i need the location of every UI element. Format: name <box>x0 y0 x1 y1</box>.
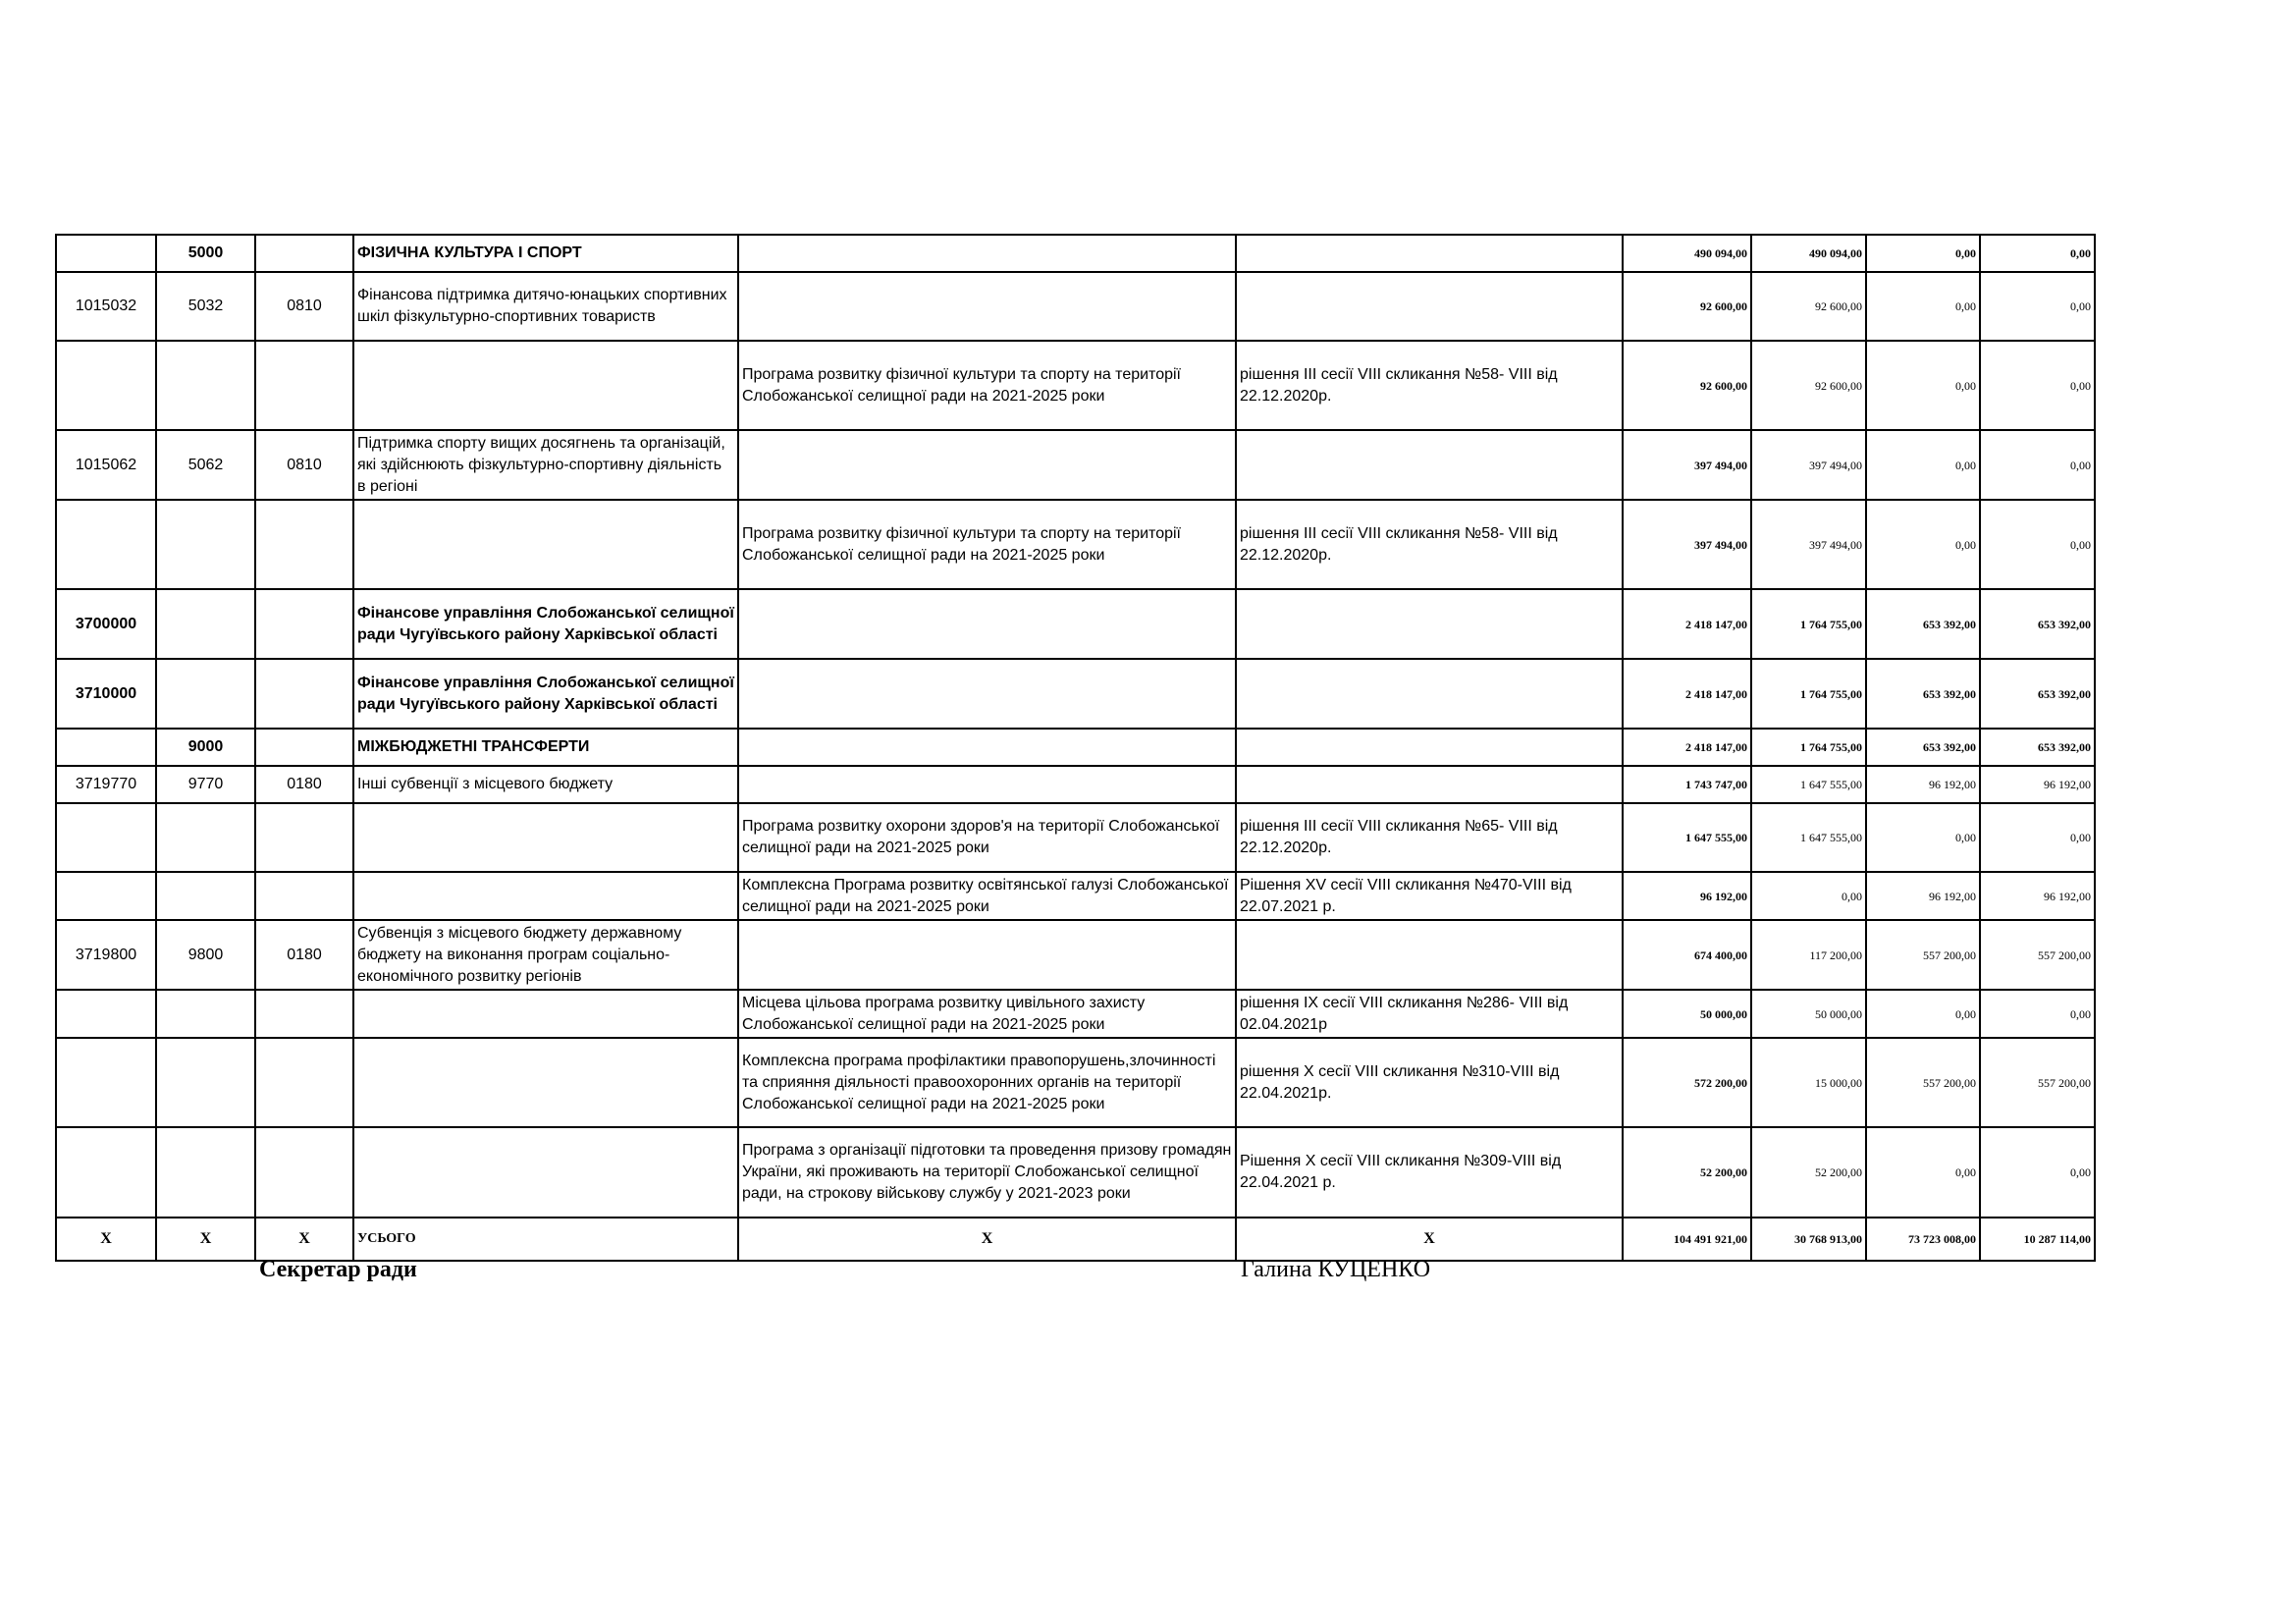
special-fund-cell: 0,00 <box>1866 341 1980 430</box>
program-cell: X <box>738 1218 1236 1261</box>
special-fund-cell: 557 200,00 <box>1866 920 1980 990</box>
special-fund-cell: 653 392,00 <box>1866 659 1980 729</box>
code-kpkv-cell <box>56 1038 156 1127</box>
total-amount-cell: 1 743 747,00 <box>1623 766 1751 803</box>
code-tpkv-cell <box>156 659 255 729</box>
name-cell: Фінансове управління Слобожанської селищної ради Чугуївського району Харківської області <box>353 589 738 659</box>
special-fund-cell: 0,00 <box>1866 803 1980 872</box>
decision-cell <box>1236 235 1623 272</box>
name-cell: Фінансова підтримка дитячо-юнацьких спортивних шкіл фізкультурно-спортивних товариств <box>353 272 738 341</box>
total-amount-cell: 674 400,00 <box>1623 920 1751 990</box>
special-fund-cell: 96 192,00 <box>1866 766 1980 803</box>
code-tpkv-cell <box>156 990 255 1038</box>
code-kfk-cell: X <box>255 1218 353 1261</box>
table-row <box>56 341 2095 430</box>
special-fund-cell: 0,00 <box>1866 430 1980 500</box>
decision-cell <box>1236 272 1623 341</box>
name-cell <box>353 803 738 872</box>
program-cell <box>738 272 1236 341</box>
program-cell <box>738 729 1236 766</box>
total-amount-cell: 96 192,00 <box>1623 872 1751 920</box>
total-amount-cell: 397 494,00 <box>1623 500 1751 589</box>
special-fund-cell: 0,00 <box>1866 500 1980 589</box>
total-amount-cell: 50 000,00 <box>1623 990 1751 1038</box>
code-kfk-cell <box>255 589 353 659</box>
code-kfk-cell <box>255 500 353 589</box>
code-tpkv-cell: 9800 <box>156 920 255 990</box>
development-budget-cell: 96 192,00 <box>1980 872 2095 920</box>
table-row <box>56 430 2095 500</box>
name-cell: ФІЗИЧНА КУЛЬТУРА І СПОРТ <box>353 235 738 272</box>
general-fund-cell: 92 600,00 <box>1751 341 1866 430</box>
program-cell: Програма розвитку фізичної культури та спорту на території Слобожанської селищної ради на 2021-2025 роки <box>738 341 1236 430</box>
code-kfk-cell: 0180 <box>255 766 353 803</box>
general-fund-cell: 397 494,00 <box>1751 430 1866 500</box>
special-fund-cell: 96 192,00 <box>1866 872 1980 920</box>
code-kpkv-cell: 1015062 <box>56 430 156 500</box>
decision-cell <box>1236 920 1623 990</box>
table-row <box>56 766 2095 803</box>
total-amount-cell: 52 200,00 <box>1623 1127 1751 1218</box>
development-budget-cell: 10 287 114,00 <box>1980 1218 2095 1261</box>
program-cell: Програма розвитку фізичної культури та спорту на території Слобожанської селищної ради на 2021-2025 роки <box>738 500 1236 589</box>
special-fund-cell: 0,00 <box>1866 1127 1980 1218</box>
total-amount-cell: 104 491 921,00 <box>1623 1218 1751 1261</box>
code-kpkv-cell <box>56 341 156 430</box>
decision-cell: рішення ІІІ сесії VIII скликання №58- VIII від 22.12.2020р. <box>1236 500 1623 589</box>
total-amount-cell: 2 418 147,00 <box>1623 589 1751 659</box>
code-tpkv-cell <box>156 1038 255 1127</box>
table-row <box>56 589 2095 659</box>
table-row <box>56 872 2095 920</box>
code-tpkv-cell: 9000 <box>156 729 255 766</box>
table-row <box>56 500 2095 589</box>
code-kfk-cell <box>255 990 353 1038</box>
code-kpkv-cell: 3710000 <box>56 659 156 729</box>
general-fund-cell: 1 647 555,00 <box>1751 803 1866 872</box>
general-fund-cell: 30 768 913,00 <box>1751 1218 1866 1261</box>
special-fund-cell: 653 392,00 <box>1866 589 1980 659</box>
special-fund-cell: 557 200,00 <box>1866 1038 1980 1127</box>
development-budget-cell: 0,00 <box>1980 430 2095 500</box>
development-budget-cell: 0,00 <box>1980 500 2095 589</box>
general-fund-cell: 15 000,00 <box>1751 1038 1866 1127</box>
name-cell <box>353 990 738 1038</box>
program-cell <box>738 766 1236 803</box>
code-kpkv-cell: 1015032 <box>56 272 156 341</box>
code-tpkv-cell <box>156 1127 255 1218</box>
name-cell <box>353 500 738 589</box>
decision-cell: рішення ІІІ сесії VIII скликання №65- VIII від 22.12.2020р. <box>1236 803 1623 872</box>
special-fund-cell: 0,00 <box>1866 990 1980 1038</box>
general-fund-cell: 50 000,00 <box>1751 990 1866 1038</box>
code-tpkv-cell <box>156 872 255 920</box>
name-cell <box>353 1127 738 1218</box>
code-kfk-cell <box>255 659 353 729</box>
total-amount-cell: 92 600,00 <box>1623 272 1751 341</box>
development-budget-cell: 0,00 <box>1980 272 2095 341</box>
total-amount-cell: 490 094,00 <box>1623 235 1751 272</box>
code-kfk-cell <box>255 729 353 766</box>
general-fund-cell: 490 094,00 <box>1751 235 1866 272</box>
program-cell: Місцева цільова програма розвитку цивільного захисту Слобожанської селищної ради на 2021-2025 роки <box>738 990 1236 1038</box>
development-budget-cell: 96 192,00 <box>1980 766 2095 803</box>
development-budget-cell: 557 200,00 <box>1980 1038 2095 1127</box>
code-tpkv-cell: X <box>156 1218 255 1261</box>
code-kpkv-cell: 3719770 <box>56 766 156 803</box>
program-cell: Комплексна програма профілактики правопорушень,злочинності та сприяння діяльності правоохоронних органів на території Слобожанської селищної ради на 2021-2025 роки <box>738 1038 1236 1127</box>
code-tpkv-cell: 5000 <box>156 235 255 272</box>
code-tpkv-cell <box>156 803 255 872</box>
decision-cell: рішення X сесії VIII скликання №310-VIII від 22.04.2021р. <box>1236 1038 1623 1127</box>
secretary-name: Галина КУЦЕНКО <box>1241 1257 1431 1282</box>
code-kpkv-cell <box>56 872 156 920</box>
development-budget-cell: 0,00 <box>1980 235 2095 272</box>
decision-cell: X <box>1236 1218 1623 1261</box>
decision-cell <box>1236 729 1623 766</box>
general-fund-cell: 1 764 755,00 <box>1751 659 1866 729</box>
decision-cell: Рішення XV сесії VIII скликання №470-VIII від 22.07.2021 р. <box>1236 872 1623 920</box>
development-budget-cell: 653 392,00 <box>1980 589 2095 659</box>
code-kfk-cell <box>255 872 353 920</box>
decision-cell: Рішення X сесії VIII скликання №309-VIII від 22.04.2021 р. <box>1236 1127 1623 1218</box>
table-body <box>56 235 2095 1261</box>
table-row <box>56 272 2095 341</box>
development-budget-cell: 0,00 <box>1980 803 2095 872</box>
name-cell: УСЬОГО <box>353 1218 738 1261</box>
general-fund-cell: 0,00 <box>1751 872 1866 920</box>
name-cell: МІЖБЮДЖЕТНІ ТРАНСФЕРТИ <box>353 729 738 766</box>
general-fund-cell: 52 200,00 <box>1751 1127 1866 1218</box>
name-cell <box>353 872 738 920</box>
code-kfk-cell <box>255 1127 353 1218</box>
table-row <box>56 235 2095 272</box>
general-fund-cell: 1 647 555,00 <box>1751 766 1866 803</box>
table-row <box>56 729 2095 766</box>
table-row <box>56 990 2095 1038</box>
code-kfk-cell <box>255 341 353 430</box>
program-cell: Програма розвитку охорони здоров'я на території Слобожанської селищної ради на 2021-2025 роки <box>738 803 1236 872</box>
general-fund-cell: 397 494,00 <box>1751 500 1866 589</box>
total-amount-cell: 92 600,00 <box>1623 341 1751 430</box>
program-cell <box>738 235 1236 272</box>
decision-cell <box>1236 430 1623 500</box>
code-tpkv-cell: 5062 <box>156 430 255 500</box>
table-row <box>56 1038 2095 1127</box>
name-cell: Фінансове управління Слобожанської селищної ради Чугуївського району Харківської області <box>353 659 738 729</box>
code-kpkv-cell <box>56 803 156 872</box>
table-row <box>56 659 2095 729</box>
program-cell <box>738 920 1236 990</box>
code-kpkv-cell <box>56 990 156 1038</box>
table-row <box>56 1218 2095 1261</box>
total-amount-cell: 2 418 147,00 <box>1623 729 1751 766</box>
program-cell: Комплексна Програма розвитку освітянської галузі Слобожанської селищної ради на 2021-2025 роки <box>738 872 1236 920</box>
program-cell <box>738 589 1236 659</box>
code-tpkv-cell <box>156 589 255 659</box>
total-amount-cell: 572 200,00 <box>1623 1038 1751 1127</box>
decision-cell <box>1236 766 1623 803</box>
code-kfk-cell: 0180 <box>255 920 353 990</box>
program-cell <box>738 430 1236 500</box>
code-kpkv-cell: 3700000 <box>56 589 156 659</box>
program-cell <box>738 659 1236 729</box>
name-cell: Субвенція з місцевого бюджету державному бюджету на виконання програм соціально-економічного розвитку регіонів <box>353 920 738 990</box>
code-tpkv-cell <box>156 500 255 589</box>
special-fund-cell: 0,00 <box>1866 235 1980 272</box>
general-fund-cell: 117 200,00 <box>1751 920 1866 990</box>
code-kpkv-cell: X <box>56 1218 156 1261</box>
table-row <box>56 1127 2095 1218</box>
code-kpkv-cell <box>56 235 156 272</box>
special-fund-cell: 653 392,00 <box>1866 729 1980 766</box>
code-kfk-cell: 0810 <box>255 272 353 341</box>
code-kpkv-cell <box>56 1127 156 1218</box>
special-fund-cell: 0,00 <box>1866 272 1980 341</box>
development-budget-cell: 653 392,00 <box>1980 729 2095 766</box>
name-cell: Інші субвенції з місцевого бюджету <box>353 766 738 803</box>
development-budget-cell: 557 200,00 <box>1980 920 2095 990</box>
total-amount-cell: 1 647 555,00 <box>1623 803 1751 872</box>
general-fund-cell: 1 764 755,00 <box>1751 589 1866 659</box>
code-kfk-cell: 0810 <box>255 430 353 500</box>
code-tpkv-cell: 9770 <box>156 766 255 803</box>
total-amount-cell: 2 418 147,00 <box>1623 659 1751 729</box>
code-kpkv-cell <box>56 729 156 766</box>
code-tpkv-cell: 5032 <box>156 272 255 341</box>
general-fund-cell: 92 600,00 <box>1751 272 1866 341</box>
decision-cell: рішення ІІІ сесії VIII скликання №58- VIII від 22.12.2020р. <box>1236 341 1623 430</box>
name-cell: Підтримка спорту вищих досягнень та організацій, які здійснюють фізкультурно-спортивну діяльність в регіоні <box>353 430 738 500</box>
development-budget-cell: 653 392,00 <box>1980 659 2095 729</box>
table-row <box>56 803 2095 872</box>
code-kpkv-cell <box>56 500 156 589</box>
special-fund-cell: 73 723 008,00 <box>1866 1218 1980 1261</box>
development-budget-cell: 0,00 <box>1980 990 2095 1038</box>
name-cell <box>353 1038 738 1127</box>
decision-cell <box>1236 589 1623 659</box>
development-budget-cell: 0,00 <box>1980 1127 2095 1218</box>
development-budget-cell: 0,00 <box>1980 341 2095 430</box>
code-kfk-cell <box>255 235 353 272</box>
decision-cell <box>1236 659 1623 729</box>
code-kfk-cell <box>255 803 353 872</box>
code-kfk-cell <box>255 1038 353 1127</box>
total-amount-cell: 397 494,00 <box>1623 430 1751 500</box>
code-kpkv-cell: 3719800 <box>56 920 156 990</box>
code-tpkv-cell <box>156 341 255 430</box>
program-cell: Програма з організації підготовки та проведення призову громадян України, які проживають на території Слобожанської селищної ради, на строкову військову службу у 2021-2023 роки <box>738 1127 1236 1218</box>
secretary-title: Секретар ради <box>259 1257 417 1282</box>
name-cell <box>353 341 738 430</box>
decision-cell: рішення ІX сесії VIII скликання №286- VIII від 02.04.2021р <box>1236 990 1623 1038</box>
table-row <box>56 920 2095 990</box>
general-fund-cell: 1 764 755,00 <box>1751 729 1866 766</box>
budget-table <box>55 234 2096 1262</box>
